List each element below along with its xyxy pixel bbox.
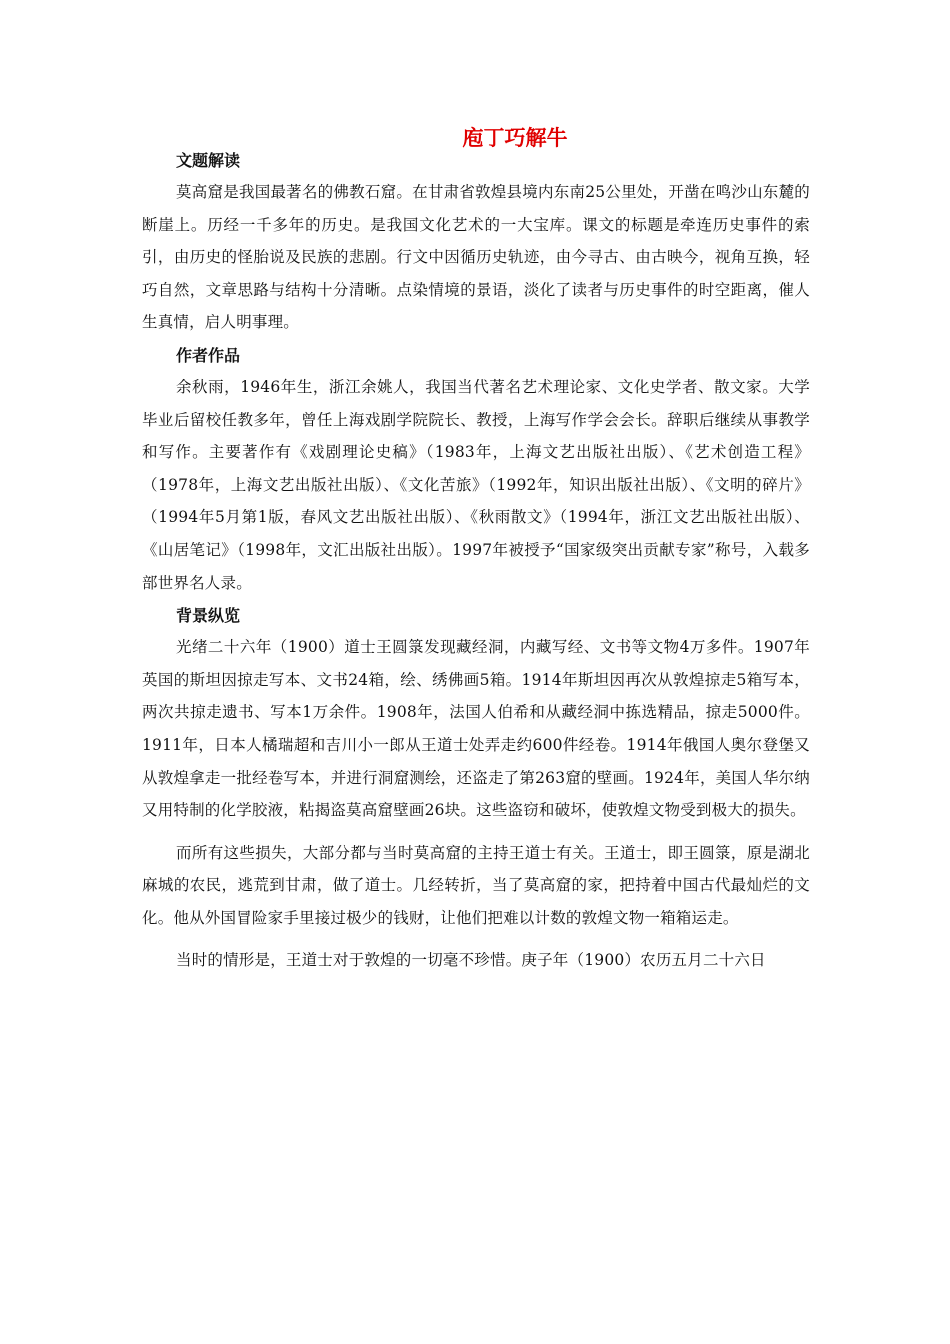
section-heading-zuozhe: 作者作品 bbox=[176, 345, 241, 365]
section-heading-wenti: 文题解读 bbox=[176, 151, 241, 170]
document-title: 庖丁巧解牛 bbox=[462, 125, 568, 150]
paragraph: 余秋雨，1946年生，浙江余姚人，我国当代著名艺术理论家、文化史学者、散文家。大学毕业后留校任教多年，曾任上海戏剧学院院长、教授，上海写作学会会长。辞职后继续从事教学和写作。主要著作有《戏剧理论史稿》（1983年，上海文艺出版社出版）、《艺术创造工程》（1978年，上海文艺出版社出版）、《文化苦旅》（1992年，知识出版社出版）、《文明的碎片》（1994年5月第1版，春风文艺出版社出版）、《秋雨散文》（1994年，浙江文艺出版社出版）、《山居笔记》（1998年，文汇出版社出版）。1997年被授予“国家级突出贡献专家”称号，入载多部世界名人录。 bbox=[142, 377, 810, 592]
paragraph: 而所有这些损失，大部分都与当时莫高窟的主持王道士有关。王道士，即王圆箓，原是湖北麻城的农民，逃荒到甘肃，做了道士。几经转折，当了莫高窟的家，把持着中国古代最灿烂的文化。他从外国冒险家手里接过极少的钱财，让他们把难以计数的敦煌文物一箱箱运走。 bbox=[142, 843, 810, 927]
paragraph: 莫高窟是我国最著名的佛教石窟。在甘肃省敦煌县境内东南25公里处，开凿在鸣沙山东麓的断崖上。历经一千多年的历史。是我国文化艺术的一大宝库。课文的标题是牵连历史事件的索引，由历史的怪胎说及民族的悲剧。行文中因循历史轨迹，由今寻古、由古映今，视角互换，轻巧自然，文章思路与结构十分清晰。点染情境的景语，淡化了读者与历史事件的时空距离，催人生真情，启人明事理。 bbox=[142, 183, 810, 332]
section-heading-beijing: 背景纵览 bbox=[176, 606, 241, 626]
document-body bbox=[142, 146, 810, 977]
paragraph: 光绪二十六年（1900）道士王圆箓发现藏经洞，内藏写经、文书等文物4万多件。1907年英国的斯坦因掠走写本、文书24箱，绘、绣佛画5箱。1914年斯坦因再次从敦煌掠走5箱写本，两次共掠走遗书、写本1万余件。1908年，法国人伯希和从藏经洞中拣选精品，掠走5000件。1911年，日本人橘瑞超和吉川小一郎从王道士处弄走约600件经卷。1914年俄国人奥尔登堡又从敦煌拿走一批经卷写本，并进行洞窟测绘，还盗走了第263窟的壁画。1924年，美国人华尔纳又用特制的化学胶液，粘揭盗莫高窟壁画26块。这些盗窃和破坏，使敦煌文物受到极大的损失。 bbox=[142, 638, 810, 820]
paragraph: 当时的情形是，王道士对于敦煌的一切毫不珍惜。庚子年（1900）农历五月二十六日 bbox=[176, 951, 766, 970]
